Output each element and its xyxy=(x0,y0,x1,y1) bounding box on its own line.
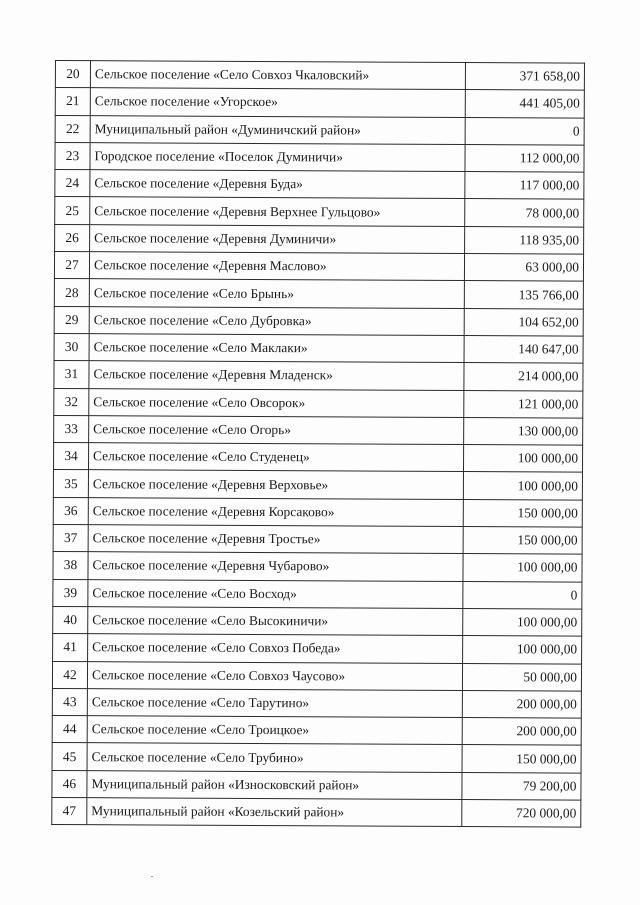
allocation-amount: 371 658,00 xyxy=(465,63,584,91)
table-row xyxy=(54,279,583,309)
table-row xyxy=(52,770,581,800)
table-row xyxy=(55,142,584,172)
table-row xyxy=(54,333,583,363)
municipality-name: Сельское поселение «Угорское» xyxy=(90,88,465,117)
table-row xyxy=(55,197,584,227)
table-row xyxy=(52,661,581,691)
municipality-name: Сельское поселение «Село Восход» xyxy=(88,579,463,608)
allocation-amount: 441 405,00 xyxy=(465,90,584,118)
allocation-amount: 720 000,00 xyxy=(462,800,581,828)
allocation-amount: 100 000,00 xyxy=(463,472,582,500)
table-row xyxy=(53,470,582,500)
municipality-name: Сельское поселение «Село Совхоз Чаусово» xyxy=(87,661,462,690)
municipality-name: Муниципальный район «Козельский район» xyxy=(87,798,462,827)
allocation-amount: 50 000,00 xyxy=(462,663,581,691)
row-number: 21 xyxy=(55,88,90,115)
municipality-name: Сельское поселение «Село Тарутино» xyxy=(87,688,462,717)
row-number: 23 xyxy=(55,142,90,169)
allocation-amount: 121 000,00 xyxy=(464,390,583,418)
row-number: 31 xyxy=(54,361,89,388)
municipality-name: Сельское поселение «Деревня Маслово» xyxy=(89,252,464,281)
allocation-table xyxy=(51,60,585,828)
allocation-amount: 118 935,00 xyxy=(465,226,584,254)
municipality-name: Сельское поселение «Деревня Буда» xyxy=(90,170,465,199)
table-row xyxy=(55,115,584,145)
allocation-amount: 140 647,00 xyxy=(464,335,583,363)
municipality-name: Сельское поселение «Село Совхоз Победа» xyxy=(88,634,463,663)
row-number: 46 xyxy=(52,770,87,797)
row-number: 24 xyxy=(55,170,90,197)
row-number: 22 xyxy=(55,115,90,142)
allocation-amount: 150 000,00 xyxy=(462,745,581,773)
row-number: 25 xyxy=(55,197,90,224)
table-row xyxy=(53,634,582,664)
municipality-name: Сельское поселение «Деревня Верхнее Гульцово» xyxy=(90,197,465,226)
row-number: 39 xyxy=(53,579,88,606)
table-row xyxy=(52,716,581,746)
allocation-table-body xyxy=(52,61,585,828)
table-row xyxy=(52,798,581,828)
municipality-name: Сельское поселение «Село Дубровка» xyxy=(89,306,464,335)
allocation-amount: 100 000,00 xyxy=(463,608,582,636)
municipality-name: Сельское поселение «Село Маклаки» xyxy=(89,334,464,363)
table-row xyxy=(52,688,581,718)
municipality-name: Городское поселение «Поселок Думиничи» xyxy=(90,143,465,172)
allocation-amount: 100 000,00 xyxy=(463,636,582,664)
row-number: 45 xyxy=(52,743,87,770)
municipality-name: Муниципальный район «Износковский район» xyxy=(87,770,462,799)
table-row xyxy=(55,170,584,200)
municipality-name: Сельское поселение «Село Студенец» xyxy=(88,443,463,472)
allocation-amount: 78 000,00 xyxy=(465,199,584,227)
row-number: 43 xyxy=(52,688,87,715)
row-number: 42 xyxy=(52,661,87,688)
table-row xyxy=(54,361,583,391)
row-number: 32 xyxy=(54,388,89,415)
allocation-amount: 135 766,00 xyxy=(464,281,583,309)
municipality-name: Сельское поселение «Село Трубино» xyxy=(87,743,462,772)
allocation-amount: 150 000,00 xyxy=(463,527,582,555)
municipality-name: Сельское поселение «Деревня Младенск» xyxy=(89,361,464,390)
table-row xyxy=(54,252,583,282)
allocation-amount: 104 652,00 xyxy=(464,308,583,336)
allocation-amount: 117 000,00 xyxy=(465,172,584,200)
municipality-name: Сельское поселение «Деревня Думиничи» xyxy=(90,224,465,253)
row-number: 37 xyxy=(53,525,88,552)
municipality-name: Сельское поселение «Село Совхоз Чкаловский» xyxy=(90,61,465,90)
row-number: 47 xyxy=(52,798,87,825)
row-number: 29 xyxy=(54,306,89,333)
row-number: 35 xyxy=(53,470,88,497)
row-number: 41 xyxy=(53,634,88,661)
table-row xyxy=(52,743,581,773)
row-number: 36 xyxy=(53,497,88,524)
municipality-name: Сельское поселение «Село Огорь» xyxy=(89,416,464,445)
allocation-amount: 130 000,00 xyxy=(464,417,583,445)
allocation-amount: 214 000,00 xyxy=(464,363,583,391)
allocation-amount: 200 000,00 xyxy=(462,690,581,718)
municipality-name: Сельское поселение «Село Брынь» xyxy=(89,279,464,308)
row-number: 38 xyxy=(53,552,88,579)
allocation-amount: 100 000,00 xyxy=(463,554,582,582)
row-number: 27 xyxy=(54,252,89,279)
table-row xyxy=(54,306,583,336)
municipality-name: Сельское поселение «Село Высокиничи» xyxy=(88,607,463,636)
scan-speck xyxy=(151,876,153,877)
allocation-amount: 0 xyxy=(463,581,582,609)
municipality-name: Сельское поселение «Село Троицкое» xyxy=(87,716,462,745)
row-number: 34 xyxy=(53,443,88,470)
table-row xyxy=(53,606,582,636)
table-row xyxy=(53,525,582,555)
row-number: 40 xyxy=(53,606,88,633)
allocation-amount: 200 000,00 xyxy=(462,718,581,746)
table-row xyxy=(53,443,582,473)
row-number: 28 xyxy=(54,279,89,306)
row-number: 20 xyxy=(55,61,90,88)
municipality-name: Муниципальный район «Думиничский район» xyxy=(90,115,465,144)
allocation-amount: 79 200,00 xyxy=(462,772,581,800)
table-row xyxy=(55,61,584,91)
allocation-amount: 63 000,00 xyxy=(464,254,583,282)
allocation-amount: 0 xyxy=(465,117,584,145)
allocation-amount: 100 000,00 xyxy=(463,445,582,473)
row-number: 44 xyxy=(52,716,87,743)
allocation-amount: 112 000,00 xyxy=(465,144,584,172)
table-row xyxy=(53,497,582,527)
row-number: 30 xyxy=(54,333,89,360)
municipality-name: Сельское поселение «Деревня Верховье» xyxy=(88,470,463,499)
row-number: 33 xyxy=(54,415,89,442)
table-row xyxy=(55,224,584,254)
row-number: 26 xyxy=(55,224,90,251)
municipality-name: Сельское поселение «Деревня Чубарово» xyxy=(88,552,463,581)
table-row xyxy=(54,415,583,445)
municipality-name: Сельское поселение «Деревня Тростье» xyxy=(88,525,463,554)
municipality-name: Сельское поселение «Деревня Корсаково» xyxy=(88,497,463,526)
table-row xyxy=(55,88,584,118)
table-row xyxy=(53,579,582,609)
municipality-name: Сельское поселение «Село Овсорок» xyxy=(89,388,464,417)
allocation-amount: 150 000,00 xyxy=(463,499,582,527)
table-row xyxy=(54,388,583,418)
table-row xyxy=(53,552,582,582)
